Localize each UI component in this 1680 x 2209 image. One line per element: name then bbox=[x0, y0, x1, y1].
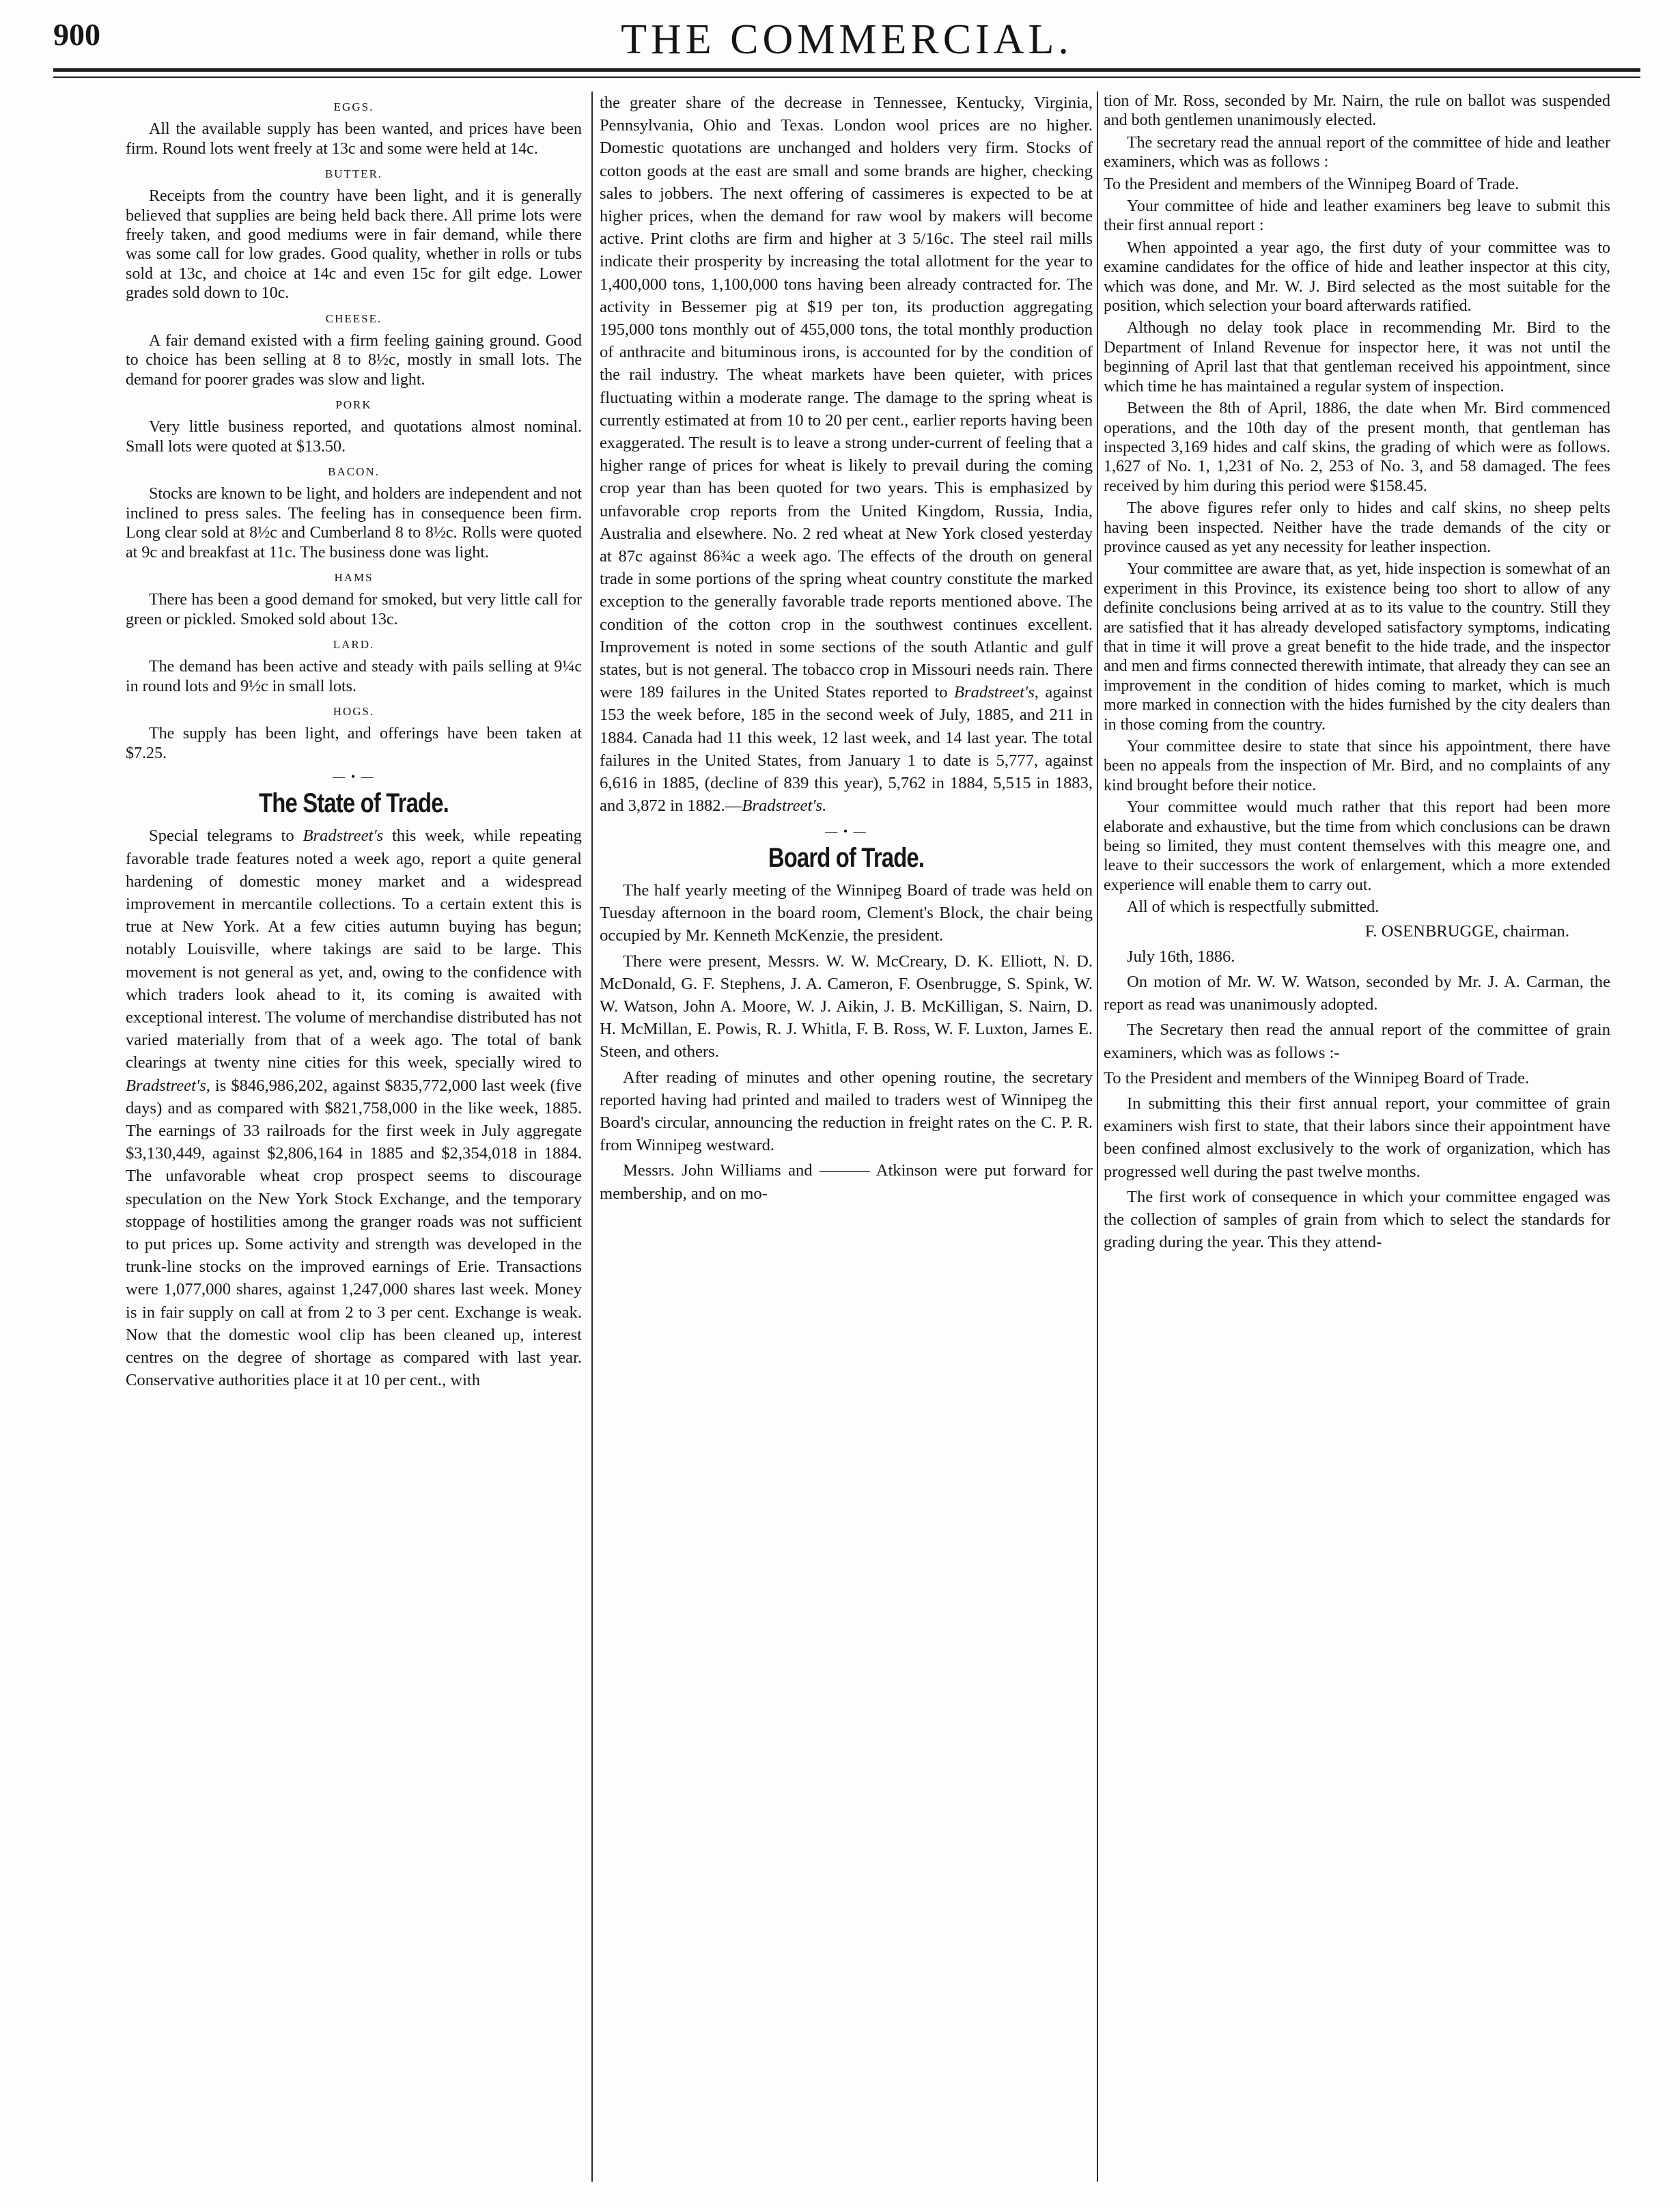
ornament-divider: — • — bbox=[825, 824, 867, 838]
address-line: To the President and members of the Winnipeg Board of Trade. bbox=[1104, 1068, 1530, 1087]
header-rule-thick bbox=[53, 68, 1640, 72]
section-subhead-eggs: EGGS. bbox=[333, 100, 374, 113]
paragraph-hams: There has been a good demand for smoked, but very little call for green or pickled. Smoked sold about 13c. bbox=[126, 591, 582, 628]
source-name: Bradstreet's bbox=[303, 826, 384, 846]
article-title-state-of-trade: The State of Trade. bbox=[259, 788, 449, 819]
paragraph-board-attendees: There were present, Messrs. W. W. McCreary, D. K. Elliott, N. D. McDonald, G. F. Stephens, J. A. Cameron, F. Osenbrugge, S. Spink, W. W. Watson, John A. Moore, W. J. Aikin, J. B. McKilligan, S. Nairn, D. H. McMillan, E. Powis, R. J. Whitla, F. B. Ross, W. F. Luxton, James E. Steen, and others. bbox=[600, 951, 1093, 1061]
text-run: , against 153 the week before, 185 in the second week of July, 1885, and 211 in 1884. Canada had 11 this week, 12 last week, and 14 last year. The total failures in the United States, from January 1 to date is 5,777, against 6,616 in 1885, (decline of 839 this year), 5,762 in 1884, 5,515 in 1883, and 3,872 in 1882.— bbox=[600, 683, 1093, 816]
text-run: this week, while repeating favorable trade features noted a week ago, report a quite general hardening of domestic money market and a widespread improvement in mercantile collections. To a certain extent this is true at New York. At a few cities autumn buying has begun; notably Louisville, where takings are said to be large. This movement is not general as yet, and, owing to the confidence with which traders look ahead to it, its coming is awaited with exceptional interest. The volume of merchandise distributed has not varied materially from that of a week ago. The total of bank clearings at twenty nine cities for this week, specially wired to bbox=[126, 826, 582, 1072]
paragraph-hide-report: Although no delay took place in recommending Mr. Bird to the Department of Inland Revenue for inspector here, it was not until the beginning of April last that that gentleman received his appointment, since which time he has maintained a regular system of inspection. bbox=[1104, 319, 1610, 395]
section-subhead-pork: PORK bbox=[335, 398, 372, 412]
address-line: To the President and members of the Winnipeg Board of Trade. bbox=[1104, 175, 1520, 193]
paragraph-board-routine: After reading of minutes and other opening routine, the secretary reported having had printed and mailed to traders west of Winnipeg the Board's circular, announcing the reduction in freight rates on the C. P. R. from Winnipeg westward. bbox=[600, 1068, 1093, 1155]
section-subhead-lard: LARD. bbox=[333, 637, 375, 651]
section-subhead-bacon: BACON. bbox=[328, 465, 380, 479]
paragraph-hide-report: When appointed a year ago, the first duty of your committee was to examine candidates for the office of hide and leather inspector at this city, which was done, and Mr. W. J. Bird selected as the most suitable for the position, which selection your board afterwards ratified. bbox=[1104, 238, 1610, 316]
column-3 bbox=[1104, 92, 1610, 2189]
report-signature: F. OSENBRUGGE, chairman. bbox=[1364, 921, 1569, 941]
page-header bbox=[53, 12, 1640, 67]
section-subhead-hams: HAMS bbox=[334, 570, 374, 584]
section-subhead-cheese: CHEESE. bbox=[325, 311, 382, 325]
source-name: Bradstreet's bbox=[126, 1076, 206, 1095]
text-run: , is $846,986,202, against $835,772,000 last week (five days) and as compared with $821,758,000 in the like week, 1885. The earnings of 33 railroads for the first week in July aggregate $3,130,449, against $2,806,164 in 1885 and $2,354,018 in 1884. The unfavorable wheat crop prospect seems to discourage speculation on the New York Stock Exchange, and the temporary stoppage of hostilities among the granger roads was not sufficient to put prices up. Some activity and strength was developed in the trunk-line stocks on the improved earnings of Erie. Transactions were 1,077,000 shares, against 1,247,000 shares last week. Money is in fair supply on call at from 2 to 3 per cent. Exchange is weak. Now that the domestic wool clip has been cleaned up, interest centres on the degree of shortage as compared with last year. Conservative authorities place it at 10 per cent., with bbox=[126, 1076, 582, 1390]
paragraph-grain-report-intro: The Secretary then read the annual report of the committee of grain examiners, which was as follows :- bbox=[1104, 1020, 1610, 1062]
paragraph-hide-report: Your committee are aware that, as yet, hide inspection is somewhat of an experiment in this Province, its existence being too short to allow of any definite conclusions being arrived at as to its value to the country. Still they are satisfied that it has already developed satisfactory symptoms, indicating that in time it will prove a great benefit to the hide trade, and the inspector and men and firms connected therewith intimate, that already they can see an improvement in the condition of hides coming to market, which is much more marked in connection with the hides furnished by the city dealers than in those coming from the country. bbox=[1104, 560, 1610, 734]
masthead-title: THE COMMERCIAL. bbox=[621, 16, 1073, 63]
paragraph-hide-report: Your committee desire to state that since his appointment, there have been no appeals from the inspection of Mr. Bird, and no complaints of any kind brought before their notice. bbox=[1104, 738, 1610, 794]
paragraph-board-membership: Messrs. John Williams and ——— Atkinson were put forward for membership, and on mo- bbox=[600, 1161, 1093, 1203]
paragraph-pork: Very little business reported, and quotations almost nominal. Small lots were quoted at $13.50. bbox=[126, 418, 582, 456]
section-subhead-butter: BUTTER. bbox=[324, 167, 383, 181]
page-number: 900 bbox=[53, 17, 100, 52]
paragraph-cheese: A fair demand existed with a firm feeling gaining ground. Good to choice has been selling at 8 to 8½c, mostly in small lots. The demand for poorer grades was slow and light. bbox=[126, 331, 582, 389]
paragraph-grain-report: In submitting this their first annual report, your committee of grain examiners wish first to state, that their labors since their appointment have been confined almost exclusively to the work of organization, which has progressed well during the past twelve months. bbox=[1104, 1094, 1610, 1181]
paragraph-hide-report: All of which is respectfully submitted. bbox=[1127, 898, 1380, 917]
header-rule-thin bbox=[53, 77, 1640, 78]
paragraph-lard: The demand has been active and steady with pails selling at 9¼c in round lots and 9½c in small lots. bbox=[126, 658, 582, 695]
paragraph-hogs: The supply has been light, and offerings have been taken at $7.25. bbox=[126, 725, 582, 762]
paragraph-eggs: All the available supply has been wanted, and prices have been firm. Round lots went freely at 13c and some were held at 14c. bbox=[126, 120, 582, 158]
paragraph-bacon: Stocks are known to be light, and holders are independent and not inclined to press sales. The feeling has in consequence been firm. Long clear sold at 8½c and Cumberland 8 to 8½c. Rolls were quoted at 9c and breakfast at 11c. The business done was light. bbox=[126, 485, 582, 561]
paragraph-state-of-trade bbox=[126, 824, 582, 1391]
paragraph-adoption: On motion of Mr. W. W. Watson, seconded by Mr. J. A. Carman, the report as read was unanimously adopted. bbox=[1104, 973, 1610, 1014]
article-title-board-of-trade: Board of Trade. bbox=[768, 842, 925, 873]
paragraph-motion: tion of Mr. Ross, seconded by Mr. Nairn, the rule on ballot was suspended and both gentlemen unanimously elected. bbox=[1104, 92, 1610, 130]
paragraph-hide-report: The above figures refer only to hides and calf skins, no sheep pelts having been inspected. Neither have the trade demands of the city or province caused as yet any necessity for leather inspection. bbox=[1104, 499, 1610, 556]
paragraph-state-of-trade-continued bbox=[600, 92, 1093, 818]
paragraph-hide-report: Your committee would much rather that this report had been more elaborate and exhaustive, but the time from which conclusions can be drawn being so limited, they must content themselves with this meagre one, and leave to their successors the work of enlargement, which a more extended experience will enable them to carry out. bbox=[1104, 798, 1610, 894]
paragraph-board-meeting: The half yearly meeting of the Winnipeg Board of trade was held on Tuesday afternoon in the board room, Clement's Block, the chair being occupied by Mr. Kenneth McKenzie, the president. bbox=[600, 880, 1093, 945]
text-run: Special telegrams to bbox=[149, 826, 303, 846]
paragraph-hide-report: Your committee of hide and leather examiners beg leave to submit this their first annual report : bbox=[1104, 197, 1610, 235]
section-subhead-hogs: HOGS. bbox=[333, 704, 375, 718]
text-run: the greater share of the decrease in Tennessee, Kentucky, Virginia, Pennsylvania, Ohio and Texas. London wool prices are no higher. Domestic quotations are unchanged and holders very firm. Stocks of cotton goods at the east are small and some brands are higher, checking sales to jobbers. The next offering of cassimeres is expected to be at higher prices, when the demand for raw wool by makers will become active. Print cloths are firm and higher at 3 5/16c. The steel rail mills indicate their prosperity by increasing the total allotment for the year to 1,400,000 tons, 1,100,000 tons having been already contracted for. The activity in Bessemer pig at $19 per ton, its production aggregating 195,000 tons monthly out of 455,000 tons, the total monthly production of anthracite and bituminous irons, is accounted for by the condition of the rail industry. The wheat markets have been quieter, with prices fluctuating within a moderate range. The damage to the spring wheat is currently estimated at from 10 to 20 per cent., earlier reports having been exaggerated. The result is to leave a strong under-current of feeling that a higher range of prices for wheat is likely to prevail during the coming crop year than has been quoted for two years. This is emphasized by unfavorable crop reports from the United Kingdom, Russia, India, Australia and elsewhere. No. 2 red wheat at New York closed yesterday at 87c against 86¾c a week ago. The effects of the drouth on general trade in some portions of the spring wheat country constitute the marked exception to the generally favorable trade reports mentioned above. The condition of the cotton crop in the southwest continues excellent. Improvement is noted in some sections of the south Atlantic and gulf states, but is not general. The tobacco crop in Missouri needs rain. There were 189 failures in the United States reported to bbox=[600, 94, 1093, 702]
paragraph-hide-report-intro: The secretary read the annual report of the committee of hide and leather examiners, which was as follows : bbox=[1104, 133, 1610, 171]
source-name: Bradstreet's bbox=[954, 683, 1035, 702]
column-2 bbox=[600, 92, 1093, 2189]
column-divider-2 bbox=[1097, 92, 1098, 2182]
column-1 bbox=[126, 92, 582, 2189]
source-signature: Bradstreet's. bbox=[742, 796, 827, 816]
paragraph-butter: Receipts from the country have been light, and it is generally believed that supplies are being held back there. All prime lots were freely taken, and good mediums were in fair demand, while there was some call for low grades. Good quality, whether in rolls or tubs sold at 13c, and choice at 14c and even 15c for gilt edge. Lower grades sold down to 10c. bbox=[126, 187, 582, 303]
paragraph-hide-report: Between the 8th of April, 1886, the date when Mr. Bird commenced operations, and the 10th day of the present month, that gentleman has inspected 3,169 hides and calf skins, the grading of which were as follows. 1,627 of No. 1, 1,231 of No. 2, 253 of No. 3, and 58 damaged. The fees received by him during this period were $158.45. bbox=[1104, 400, 1610, 495]
ornament-divider: — • — bbox=[333, 769, 375, 783]
report-date: July 16th, 1886. bbox=[1127, 947, 1235, 966]
paragraph-grain-report: The first work of consequence in which your committee engaged was the collection of samples of grain from which to select the standards for grading during the year. This they attend- bbox=[1104, 1187, 1610, 1252]
column-divider-1 bbox=[591, 92, 593, 2182]
